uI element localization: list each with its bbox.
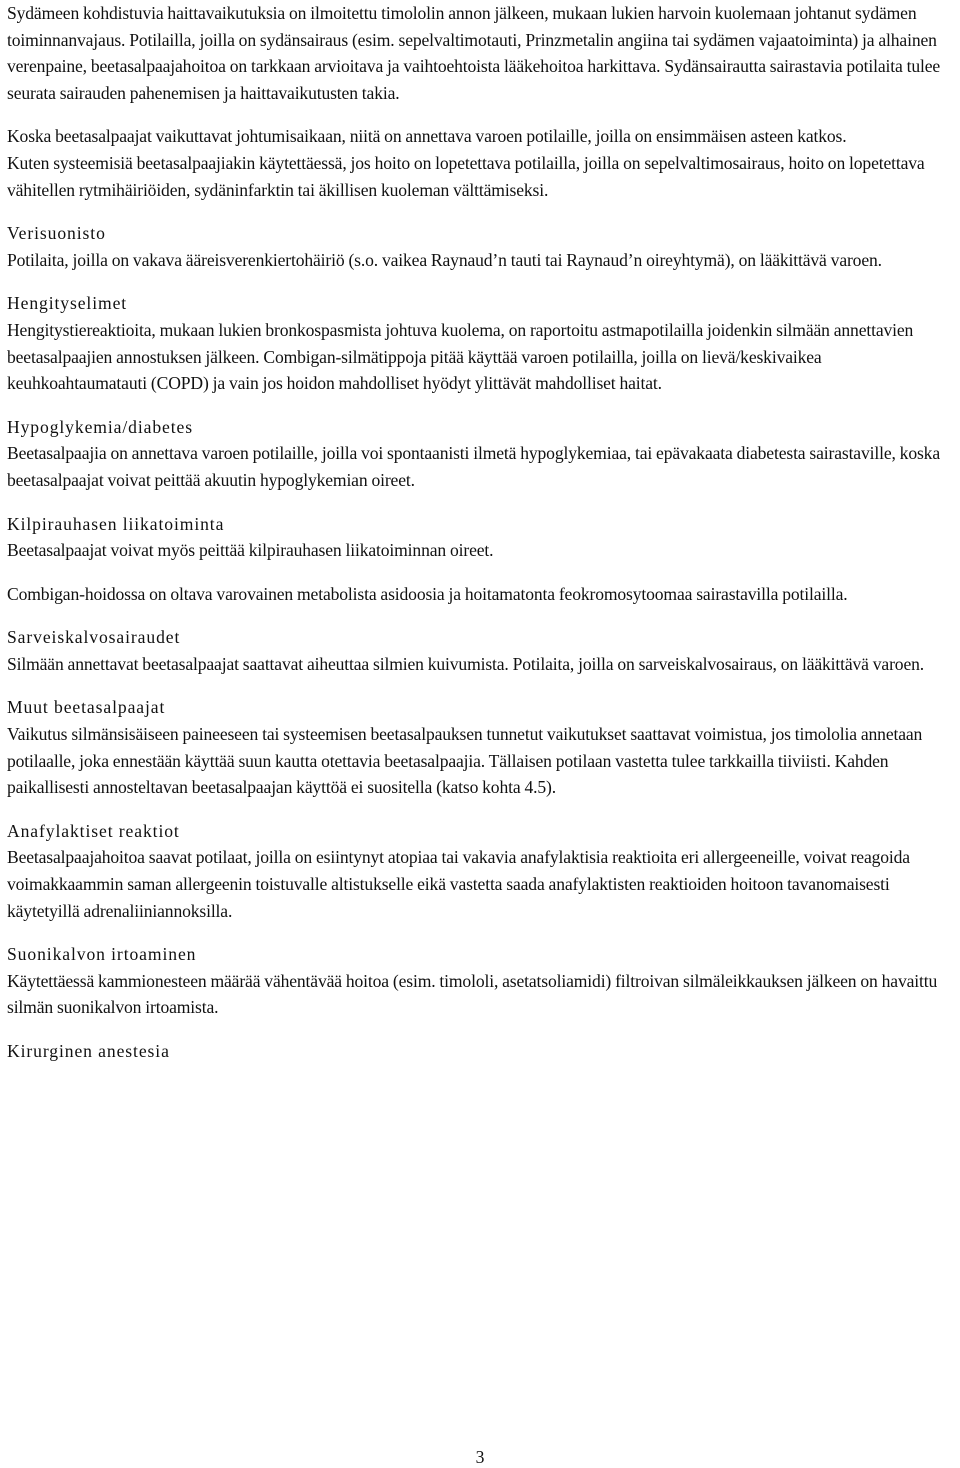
combigan-paragraph: Combigan-hoidossa on oltava varovainen metabolista asidoosia ja hoitamatonta feokromosytoomaa sairastavilla potilailla.: [7, 583, 848, 604]
respiratory-heading: Hengityselimet: [7, 293, 128, 314]
respiratory-text: Hengitystiereaktioita, mukaan lukien bronkospasmista johtuva kuolema, on raportoitu astmapotilailla joidenkin silmään annettavien beetasalpaajien annostuksen jälkeen. Combigan-silmätippoja pitää käyttää varoen potilailla, joilla on lievä/keskivaikea keuhkoahtaumatauti (COPD) ja vain jos hoidon mahdolliset hyödyt ylittävät mahdolliset haitat.: [7, 319, 914, 394]
thyroid-heading: Kilpirauhasen liikatoiminta: [7, 513, 225, 534]
heart-paragraph-3: Kuten systeemisiä beetasalpaajiakin käytettäessä, jos hoito on lopetettava potilailla, joilla on sepelvaltimosairaus, hoito on lopetettava vähitellen rytmihäiriöiden, sydäninfarktin tai äkillisen kuoleman välttämiseksi.: [7, 152, 925, 200]
cornea-heading: Sarveiskalvosairaudet: [7, 627, 181, 648]
anaphylactic-heading: Anafylaktiset reaktiot: [7, 820, 180, 841]
hypoglycemia-text: Beetasalpaajia on annettava varoen potilaille, joilla voi spontaanisti ilmetä hypoglykemiaa, tai epävakaata diabetesta sairastaville, koska beetasalpaajat voivat peittää akuutin hypoglykemian oireet.: [7, 443, 940, 490]
cornea-text: Silmään annettavat beetasalpaajat saattavat aiheuttaa silmien kuivumista. Potilaita, joilla on sarveiskalvosairaus, on lääkittävä varoen.: [7, 653, 924, 674]
choroid-heading: Suonikalvon irtoaminen: [7, 944, 197, 965]
vascular-text: Potilaita, joilla on vakava ääreisverenkiertohäiriö (s.o. vaikea Raynaud’n tauti tai Raynaud’n oireyhtymä), on lääkittävä varoen.: [7, 249, 882, 270]
page-number: 3: [475, 1447, 485, 1467]
document-page: [7, 0, 953, 1065]
surgery-heading: Kirurginen anestesia: [7, 1041, 170, 1061]
other-beta-blockers-heading: Muut beetasalpaajat: [7, 697, 166, 718]
heart-paragraph-2: Koska beetasalpaajat vaikuttavat johtumisaikaan, niitä on annettava varoen potilaille, joilla on ensimmäisen asteen katkos.: [7, 126, 847, 147]
vascular-heading: Verisuonisto: [7, 223, 106, 244]
other-beta-blockers-text: Vaikutus silmänsisäiseen paineeseen tai systeemisen beetasalpauksen tunnetut vaikutukset saattavat voimistua, jos timololia annetaan potilaalle, joka ennestään käyttää suun kautta otettavia beetasalpaajia. Tällaisen potilaan vastetta tulee tarkkailla tiiviisti. Kahden paikallisesti annosteltavan beetasalpaajan käyttöä ei suositella (katso kohta 4.5).: [7, 724, 923, 798]
choroid-text: Käytettäessä kammionesteen määrää vähentävää hoitoa (esim. timololi, asetatsoliamidi) filtroivan silmäleikkauksen jälkeen on havaittu silmän suonikalvon irtoamista.: [7, 970, 938, 1018]
heart-paragraph-1: Sydämeen kohdistuvia haittavaikutuksia on ilmoitettu timololin annon jälkeen, mukaan lukien harvoin kuolemaan johtanut sydämen toiminnanvajaus. Potilailla, joilla on sydänsairaus (esim. sepelvaltimotauti, Prinzmetalin angiina tai sydämen vajaatoiminta) ja alhainen verenpaine, beetasalpaajahoitoa on tarkkaan arvioitava ja vaihtoehtoista lääkehoitoa harkittava. Sydänsairautta sairastavia potilaita tulee seurata sairauden pahenemisen ja haittavaikutusten takia.: [7, 3, 941, 103]
hypoglycemia-heading: Hypoglykemia/diabetes: [7, 416, 193, 437]
anaphylactic-text: Beetasalpaajahoitoa saavat potilaat, joilla on esiintynyt atopiaa tai vakavia anafylaktisia reaktioita eri allergeeneille, voivat reagoida voimakkaammin saman allergeenin toistuvalle altistukselle eikä vastetta saada anafylaktisten reaktioiden hoitoon tavanomaisesti käytetyillä adrenaliiniannoksilla.: [7, 847, 910, 921]
thyroid-text: Beetasalpaajat voivat myös peittää kilpirauhasen liikatoiminnan oireet.: [7, 540, 494, 561]
